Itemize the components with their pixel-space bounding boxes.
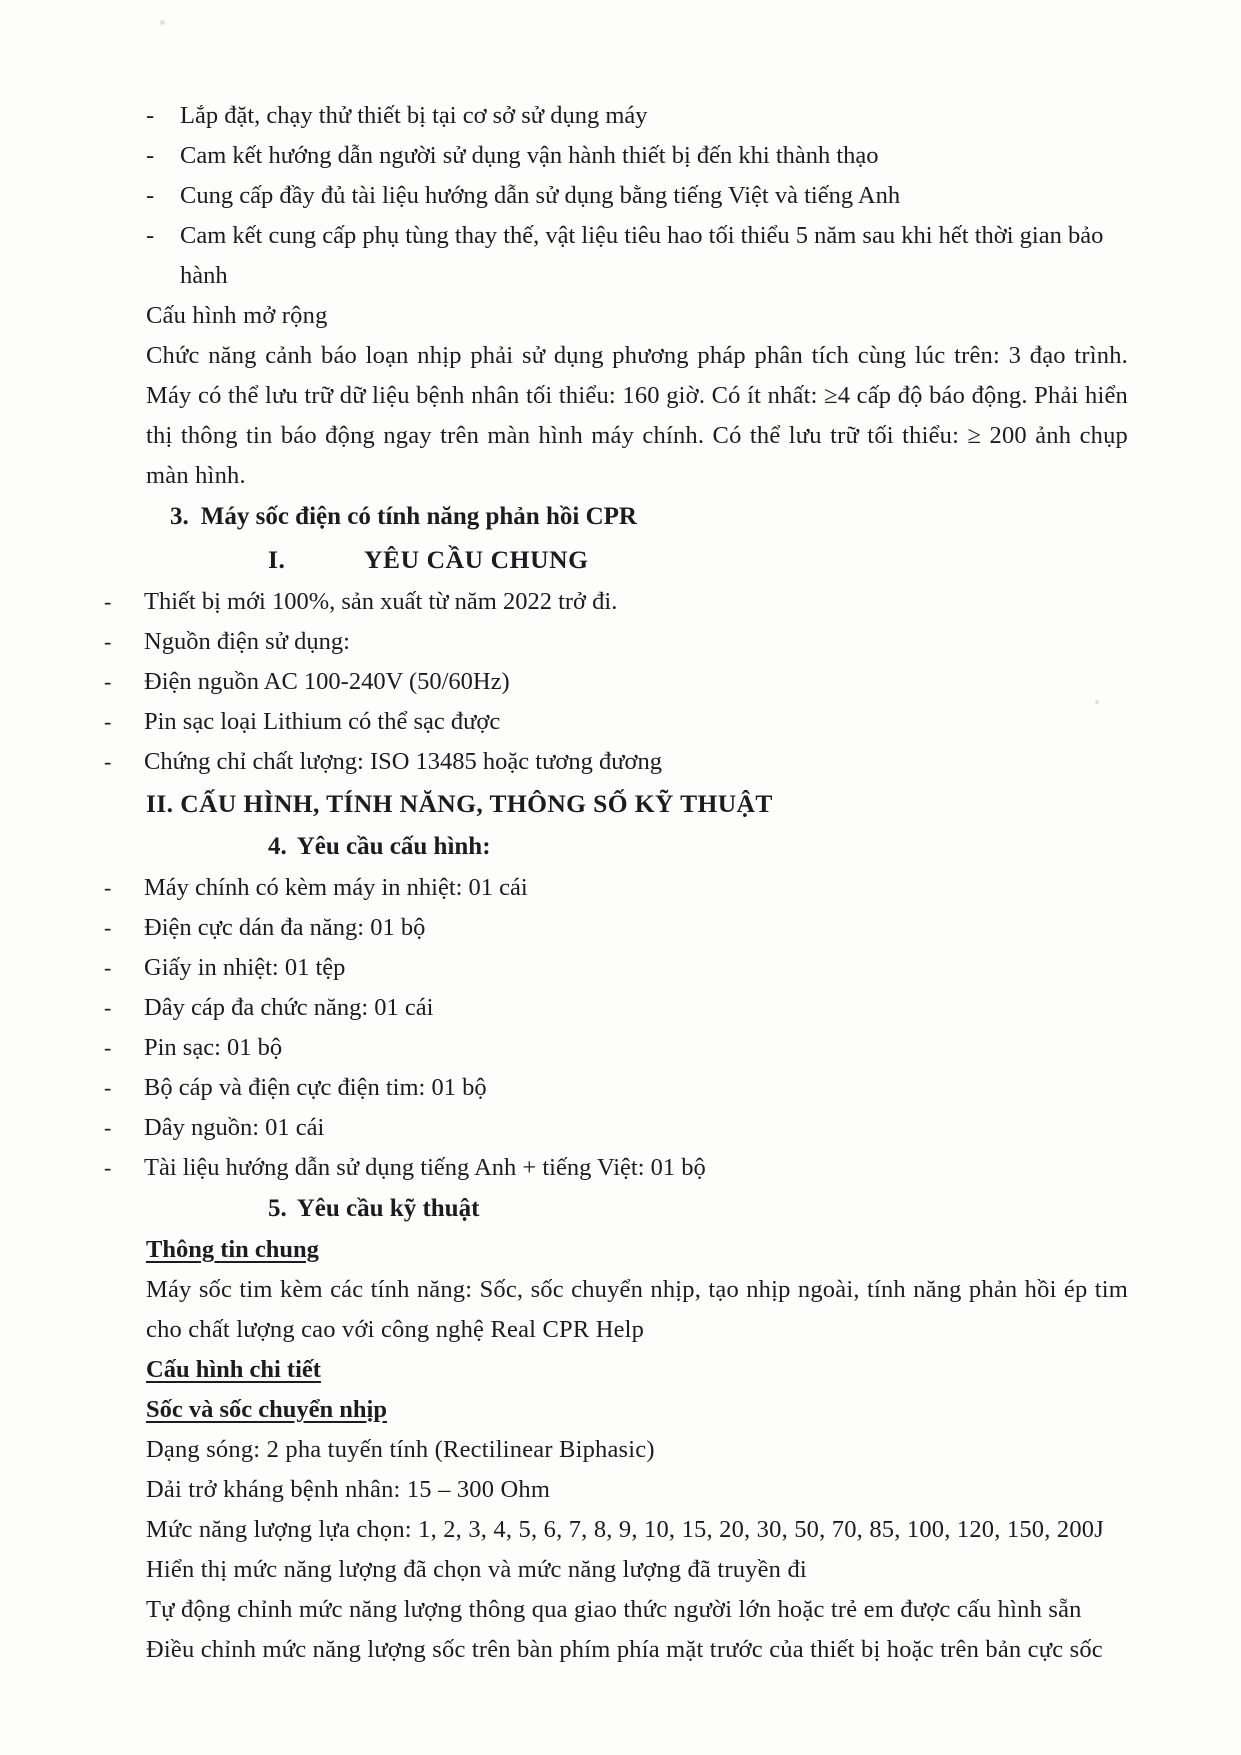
list-item [104,622,1128,662]
heading-text: Yêu cầu cấu hình: [296,833,491,860]
dash-bullet-icon: - [146,102,155,129]
dash-bullet-icon: - [104,875,112,900]
detail-line: Tự động chỉnh mức năng lượng thông qua giao thức người lớn hoặc trẻ em được cấu hình sẵn [146,1596,1082,1623]
list-item [146,176,1128,216]
list-item-text: Nguồn điện sử dụng: [144,628,350,655]
heading-text: Yêu cầu kỹ thuật [296,1195,480,1222]
dash-bullet-icon: - [104,709,112,734]
heading-section-4 [268,826,1128,868]
list-item-text: Giấy in nhiệt: 01 tệp [144,954,346,981]
heading-general-info: Thông tin chung [146,1236,319,1263]
list-item-text: Tài liệu hướng dẫn sử dụng tiếng Anh + tiếng Việt: 01 bộ [144,1154,706,1181]
dash-bullet-icon: - [104,1115,112,1140]
list-item [104,582,1128,622]
detail-line: Dạng sóng: 2 pha tuyến tính (Rectilinear Biphasic) [146,1436,655,1463]
list-item-text: Bộ cáp và điện cực điện tim: 01 bộ [144,1074,487,1101]
list-item-text: Thiết bị mới 100%, sản xuất từ năm 2022 trở đi. [144,588,618,615]
list-item [104,948,1128,988]
list-item-text: Máy chính có kèm máy in nhiệt: 01 cái [144,874,528,901]
list-item [146,216,1128,296]
general-requirements-list [104,582,1128,782]
dash-bullet-icon: - [146,182,155,209]
list-item [104,662,1128,702]
list-item-text: Cam kết cung cấp phụ tùng thay thế, vật liệu tiêu hao tối thiểu 5 năm sau khi hết thời gian bảo hành [180,222,1104,289]
list-item-text: Dây nguồn: 01 cái [144,1114,325,1141]
list-item [104,1148,1128,1188]
list-item-text: Pin sạc loại Lithium có thể sạc được [144,708,501,735]
dash-bullet-icon: - [104,955,112,980]
expanded-config-label: Cấu hình mở rộng [146,302,328,329]
list-item [104,1068,1128,1108]
list-item [104,868,1128,908]
expanded-config-text: Chức năng cảnh báo loạn nhịp phải sử dụng phương pháp phân tích cùng lúc trên: 3 đạo trình. Máy có thể lưu trữ dữ liệu bệnh nhân tối thiểu: 160 giờ. Có ít nhất: ≥4 cấp độ báo động. Phải hiển thị thông tin báo động ngay trên màn hình máy chính. Có thể lưu trữ tối thiểu: ≥ 200 ảnh chụp màn hình. [146,342,1128,489]
heading-number: 5. [268,1195,287,1222]
detail-line: Hiển thị mức năng lượng đã chọn và mức năng lượng đã truyền đi [146,1556,807,1583]
list-item-text: Điện cực dán đa năng: 01 bộ [144,914,426,941]
dash-bullet-icon: - [146,222,155,249]
list-item-text: Cung cấp đầy đủ tài liệu hướng dẫn sử dụng bằng tiếng Việt và tiếng Anh [180,182,901,209]
commitment-list [146,96,1128,296]
list-item [104,908,1128,948]
dash-bullet-icon: - [104,1075,112,1100]
heading-section-3 [170,496,1128,538]
list-item-text: Lắp đặt, chạy thử thiết bị tại cơ sở sử dụng máy [180,102,648,129]
dash-bullet-icon: - [104,1035,112,1060]
list-item-text: Dây cáp đa chức năng: 01 cái [144,994,434,1021]
detail-line: Dải trở kháng bệnh nhân: 15 – 300 Ohm [146,1476,551,1503]
scan-speck [160,20,165,25]
heading-section-I [268,538,1128,582]
detail-line: Điều chỉnh mức năng lượng sốc trên bàn phím phía mặt trước của thiết bị hoặc trên bản cực sốc [146,1636,1103,1663]
list-item [146,136,1128,176]
heading-detail-config: Cấu hình chi tiết [146,1356,321,1383]
heading-roman-number: I. [268,545,286,574]
list-item [146,96,1128,136]
list-item-text: Chứng chỉ chất lượng: ISO 13485 hoặc tương đương [144,748,662,775]
dash-bullet-icon: - [104,669,112,694]
list-item [104,1108,1128,1148]
list-item-text: Điện nguồn AC 100-240V (50/60Hz) [144,668,510,695]
list-item [104,988,1128,1028]
heading-section-II: II. CẤU HÌNH, TÍNH NĂNG, THÔNG SỐ KỸ THUẬT [146,789,773,818]
dash-bullet-icon: - [104,749,112,774]
list-item-text: Pin sạc: 01 bộ [144,1034,283,1061]
heading-section-5 [268,1188,1128,1230]
heading-text: Máy sốc điện có tính năng phản hồi CPR [200,503,637,530]
heading-text: YÊU CẦU CHUNG [364,545,589,574]
configuration-list [104,868,1128,1188]
dash-bullet-icon: - [104,915,112,940]
dash-bullet-icon: - [104,629,112,654]
dash-bullet-icon: - [146,142,155,169]
list-item [104,742,1128,782]
list-item-text: Cam kết hướng dẫn người sử dụng vận hành thiết bị đến khi thành thạo [180,142,879,169]
dash-bullet-icon: - [104,1155,112,1180]
heading-shock-mode: Sốc và sốc chuyển nhịp [146,1396,387,1423]
heading-number: 3. [170,503,189,530]
dash-bullet-icon: - [104,589,112,614]
general-info-text: Máy sốc tim kèm các tính năng: Sốc, sốc chuyển nhịp, tạo nhịp ngoài, tính năng phản hồi ép tim cho chất lượng cao với công nghệ Real CPR Help [146,1276,1128,1343]
dash-bullet-icon: - [104,995,112,1020]
list-item [104,702,1128,742]
heading-number: 4. [268,833,287,860]
detail-line: Mức năng lượng lựa chọn: 1, 2, 3, 4, 5, 6, 7, 8, 9, 10, 15, 20, 30, 50, 70, 85, 100, 120, 150, 200J [146,1516,1104,1543]
document-body [104,96,1128,1670]
list-item [104,1028,1128,1068]
